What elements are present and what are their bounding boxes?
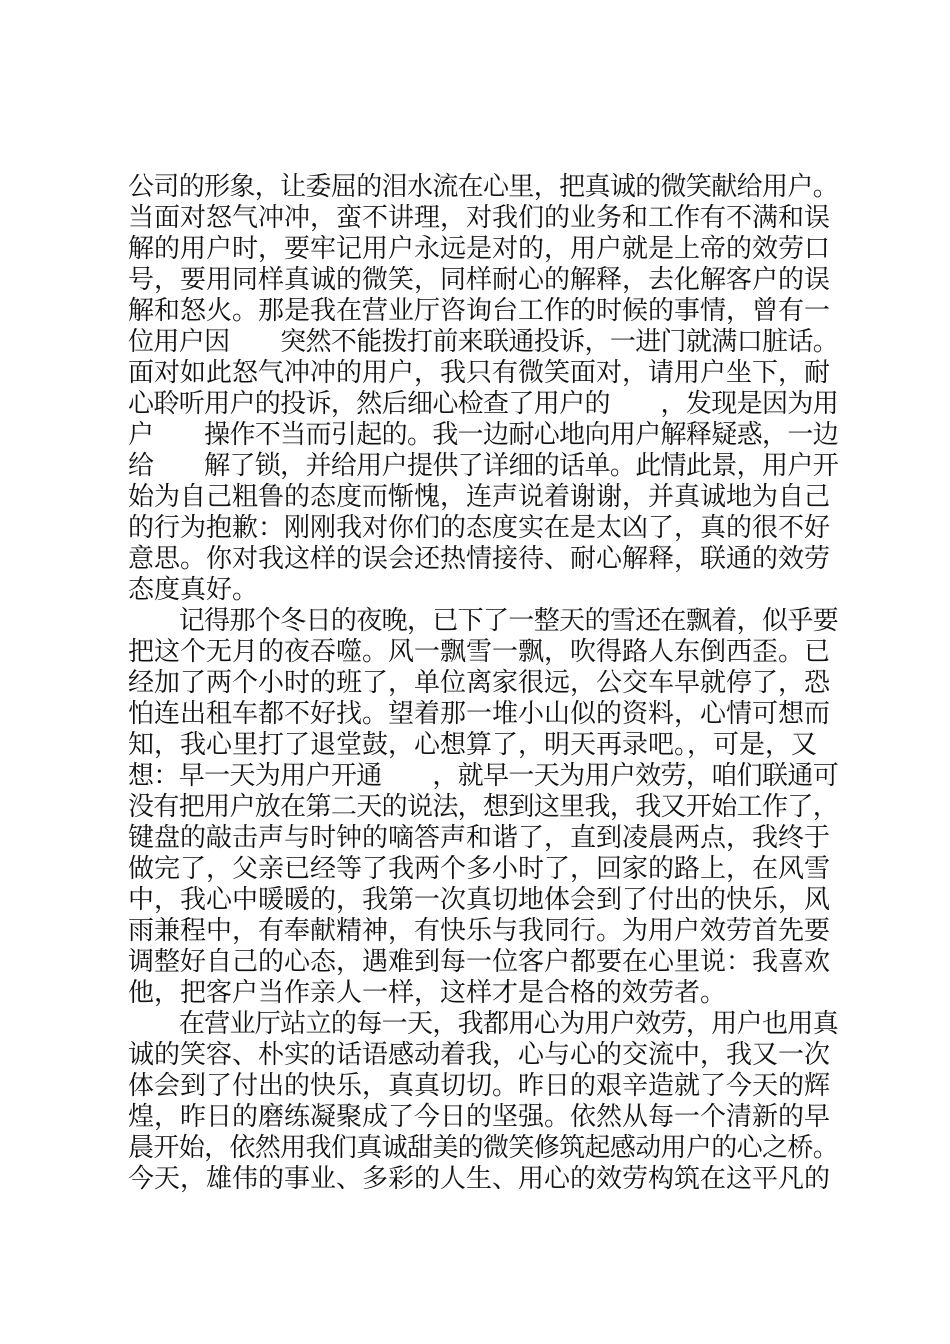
text-line: 面对如此怒气冲冲的用户，我只有微笑面对，请用户坐下，耐	[128, 358, 831, 388]
text-line: 始为自己粗鲁的态度而惭愧，连声说着谢谢，并真诚地为自己	[128, 482, 831, 512]
text-line: 诚的笑容、朴实的话语感动着我，心与心的交流中，我又一次	[128, 1040, 831, 1070]
text-line: 键盘的敲击声与时钟的嘀答声和谐了，直到凌晨两点，我终于	[128, 823, 831, 853]
text-line: 煌，昨日的磨练凝聚成了今日的坚强。依然从每一个清新的早	[128, 1102, 831, 1132]
text-line: 户 操作不当而引起的。我一边耐心地向用户解释疑惑，一边	[128, 420, 839, 450]
text-line: 在营业厅站立的每一天，我都用心为用户效劳，用户也用真	[128, 1009, 839, 1039]
text-line: 记得那个冬日的夜晚，已下了一整天的雪还在飘着，似乎要	[128, 606, 839, 636]
text-line: 的行为抱歉：刚刚我对你们的态度实在是太凶了，真的很不好	[128, 513, 831, 543]
text-line: 态度真好。	[128, 575, 259, 605]
text-line: 位用户因 突然不能拨打前来联通投诉，一进门就满口脏话。	[128, 327, 839, 357]
text-line: 没有把用户放在第二天的说法，想到这里我，我又开始工作了，	[128, 792, 839, 822]
text-line: 解的用户时，要牢记用户永远是对的，用户就是上帝的效劳口	[128, 234, 831, 264]
text-line: 公司的形象，让委屈的泪水流在心里，把真诚的微笑献给用户。	[128, 172, 839, 202]
text-line: 把这个无月的夜吞噬。风一飘雪一飘，吹得路人东倒西歪。已	[128, 637, 831, 667]
text-line: 意思。你对我这样的误会还热情接待、耐心解释，联通的效劳	[128, 544, 831, 574]
text-line: 做完了，父亲已经等了我两个多小时了，回家的路上，在风雪	[128, 854, 831, 884]
text-line: 体会到了付出的快乐，真真切切。昨日的艰辛造就了今天的辉	[128, 1071, 831, 1101]
text-line: 知，我心里打了退堂鼓，心想算了，明天再录吧。，可是，又	[128, 730, 818, 760]
text-line: 当面对怒气冲冲，蛮不讲理，对我们的业务和工作有不满和误	[128, 203, 831, 233]
text-line: 心聆听用户的投诉，然后细心检查了用户的 ，发现是因为用	[128, 389, 839, 419]
text-line: 解和怒火。那是我在营业厅咨询台工作的时候的事情，曾有一	[128, 296, 831, 326]
text-line: 晨开始，依然用我们真诚甜美的微笑修筑起感动用户的心之桥。	[128, 1133, 839, 1163]
text-line: 想：早一天为用户开通 ，就早一天为用户效劳，咱们联通可	[128, 761, 839, 791]
text-line: 调整好自己的心态，遇难到每一位客户都要在心里说：我喜欢	[128, 947, 831, 977]
text-line: 怕连出租车都不好找。望着那一堆小山似的资料，心情可想而	[128, 699, 831, 729]
text-line: 号，要用同样真诚的微笑，同样耐心的解释，去化解客户的误	[128, 265, 831, 295]
text-line: 给 解了锁，并给用户提供了详细的话单。此情此景，用户开	[128, 451, 839, 481]
text-line: 经加了两个小时的班了，单位离家很远，公交车早就停了，恐	[128, 668, 831, 698]
body-text	[128, 172, 838, 1195]
text-line: 今天，雄伟的事业、多彩的人生、用心的效劳构筑在这平凡的	[128, 1164, 831, 1194]
text-line: 雨兼程中，有奉献精神，有快乐与我同行。为用户效劳首先要	[128, 916, 831, 946]
text-line: 他，把客户当作亲人一样，这样才是合格的效劳者。	[128, 978, 727, 1008]
text-line: 中，我心中暖暖的，我第一次真切地体会到了付出的快乐，风	[128, 885, 831, 915]
